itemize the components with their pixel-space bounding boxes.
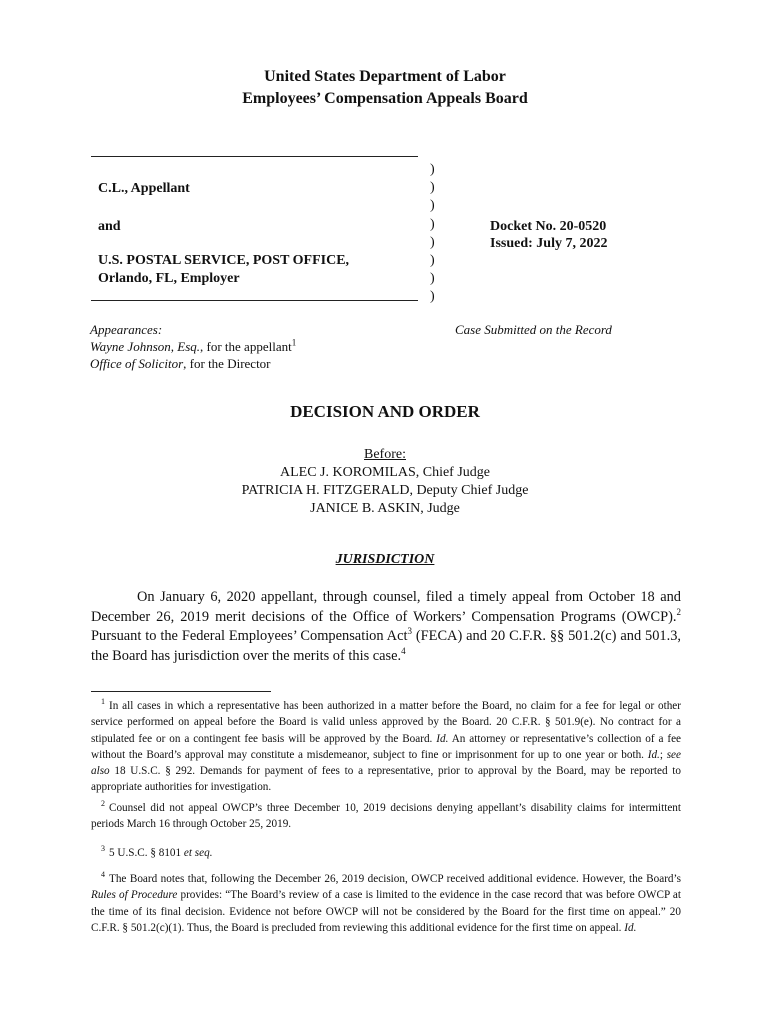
footnote-separator <box>91 691 271 692</box>
caption-paren: ) <box>430 253 435 269</box>
appellant-name: C.L., Appellant <box>98 181 190 196</box>
footnote-3 <box>91 845 681 861</box>
footnote-ref-1[interactable]: 1 <box>291 337 297 348</box>
employer-line-1: U.S. POSTAL SERVICE, POST OFFICE, <box>98 253 350 268</box>
footnote-text: 5 U.S.C. § 8101 <box>109 847 184 859</box>
judge-2: PATRICIA H. FITZGERALD, Deputy Chief Judge <box>241 483 529 498</box>
footnote-number: 2 <box>101 799 105 809</box>
caption-paren: ) <box>430 180 435 196</box>
footnote-ref-4[interactable]: 4 <box>401 645 406 656</box>
footnote-number: 4 <box>101 870 105 880</box>
document-title: DECISION AND ORDER <box>290 402 480 421</box>
judge-panel <box>0 446 770 518</box>
footnote-text: The Board notes that, following the December 26, 2019 decision, OWCP received additional evidence. However, the Board’s <box>109 873 681 885</box>
agency-name: United States Department of Labor <box>264 68 506 85</box>
footnote-citation: Id. <box>647 748 660 761</box>
appearances-label: Appearances: <box>90 322 163 337</box>
section-heading: JURISDICTION <box>335 552 435 567</box>
caption-bottom-rule <box>91 300 418 301</box>
footnote-citation: Rules of Procedure <box>91 889 178 902</box>
jurisdiction-paragraph <box>91 588 681 666</box>
footnote-text: An attorney or representative’s collection of a fee without the Board’s approval may constitute a misdemeanor, subject to fine or imprisonment for up to one year or both. <box>91 732 682 761</box>
caption-paren: ) <box>430 234 435 250</box>
caption-paren: ) <box>430 271 435 287</box>
attorney-name: Wayne Johnson, Esq. <box>90 339 201 354</box>
employer-line-2: Orlando, FL, Employer <box>98 271 240 286</box>
footnote-ref-3[interactable]: 3 <box>407 626 412 637</box>
issued-date: Issued: July 7, 2022 <box>490 236 608 251</box>
judge-3: JANICE B. ASKIN, Judge <box>310 501 460 516</box>
caption-paren: ) <box>430 198 435 214</box>
before-label: Before: <box>364 447 406 462</box>
attorney-role: , for the appellant <box>200 339 292 354</box>
docket-number: Docket No. 20-0520 <box>490 219 607 234</box>
footnote-4 <box>91 871 681 936</box>
caption-and: and <box>98 219 121 234</box>
appearance-director <box>90 355 296 372</box>
footnote-text: ; <box>659 748 667 761</box>
footnote-ref-2[interactable]: 2 <box>676 606 681 617</box>
footnote-number: 3 <box>101 844 105 854</box>
caption-paren: ) <box>430 162 435 177</box>
judge-1: ALEC J. KOROMILAS, Chief Judge <box>280 465 490 480</box>
solicitor-role: , for the Director <box>183 356 271 371</box>
paragraph-text-1: On January 6, 2020 appellant, through counsel, filed a timely appeal from October 18 and December 26, 2019 merit decisions of the Office of Workers’ Compensation Programs (OWCP). <box>91 589 681 625</box>
paragraph-text-2: Pursuant to the Federal Employees’ Compensation Act <box>91 628 408 644</box>
footnote-citation: see also <box>91 748 681 778</box>
caption-paren: ) <box>430 289 435 305</box>
footnote-citation: Id. <box>624 921 637 934</box>
paragraph-text-3: (FECA) and 20 C.F.R. §§ 501.2(c) and 501.3, the Board has jurisdiction over the merits of this case. <box>91 628 682 664</box>
appearances-block <box>90 321 296 372</box>
board-name: Employees’ Compensation Appeals Board <box>242 90 528 107</box>
footnote-text: Counsel did not appeal OWCP’s three December 10, 2019 decisions denying appellant’s disability claims for intermittent periods March 16 through October 25, 2019. <box>91 802 681 831</box>
case-submitted: Case Submitted on the Record <box>455 322 612 337</box>
footnote-citation: et seq. <box>183 847 213 859</box>
footnote-text: 18 U.S.C. § 292. Demands for payment of fees to a representative, prior to approval by the Board, may be reported to appropriate authorities for investigation. <box>91 765 681 794</box>
caption-paren-column <box>430 161 442 307</box>
footnote-2 <box>91 800 681 833</box>
footnote-citation: Id. <box>436 732 449 745</box>
footnote-number: 1 <box>101 697 105 707</box>
footnote-1 <box>91 698 681 796</box>
footnote-text: In all cases in which a representative has been authorized in a matter before the Board, no claim for a fee for legal or other service performed on appeal before the Board is valid unless approved by the Board. 20 C.F.R. § 501.9(e). No contract for a stipulated fee or on a contingent fee basis will be approved by the Board. <box>91 700 681 745</box>
solicitor-name: Office of Solicitor <box>90 356 184 371</box>
caption-paren: ) <box>430 216 435 232</box>
appearance-appellant <box>90 338 296 355</box>
caption-top-rule <box>91 156 418 157</box>
footnote-text: provides: “The Board’s review of a case is limited to the evidence in the case record that was before OWCP at the time of its final decision. Evidence not before OWCP will not be considered by the Board for the first time on appeal.” 20 C.F.R. § 501.2(c)(1). Thus, the Board is precluded from reviewing this additional evidence for the first time on appeal. <box>91 889 681 934</box>
